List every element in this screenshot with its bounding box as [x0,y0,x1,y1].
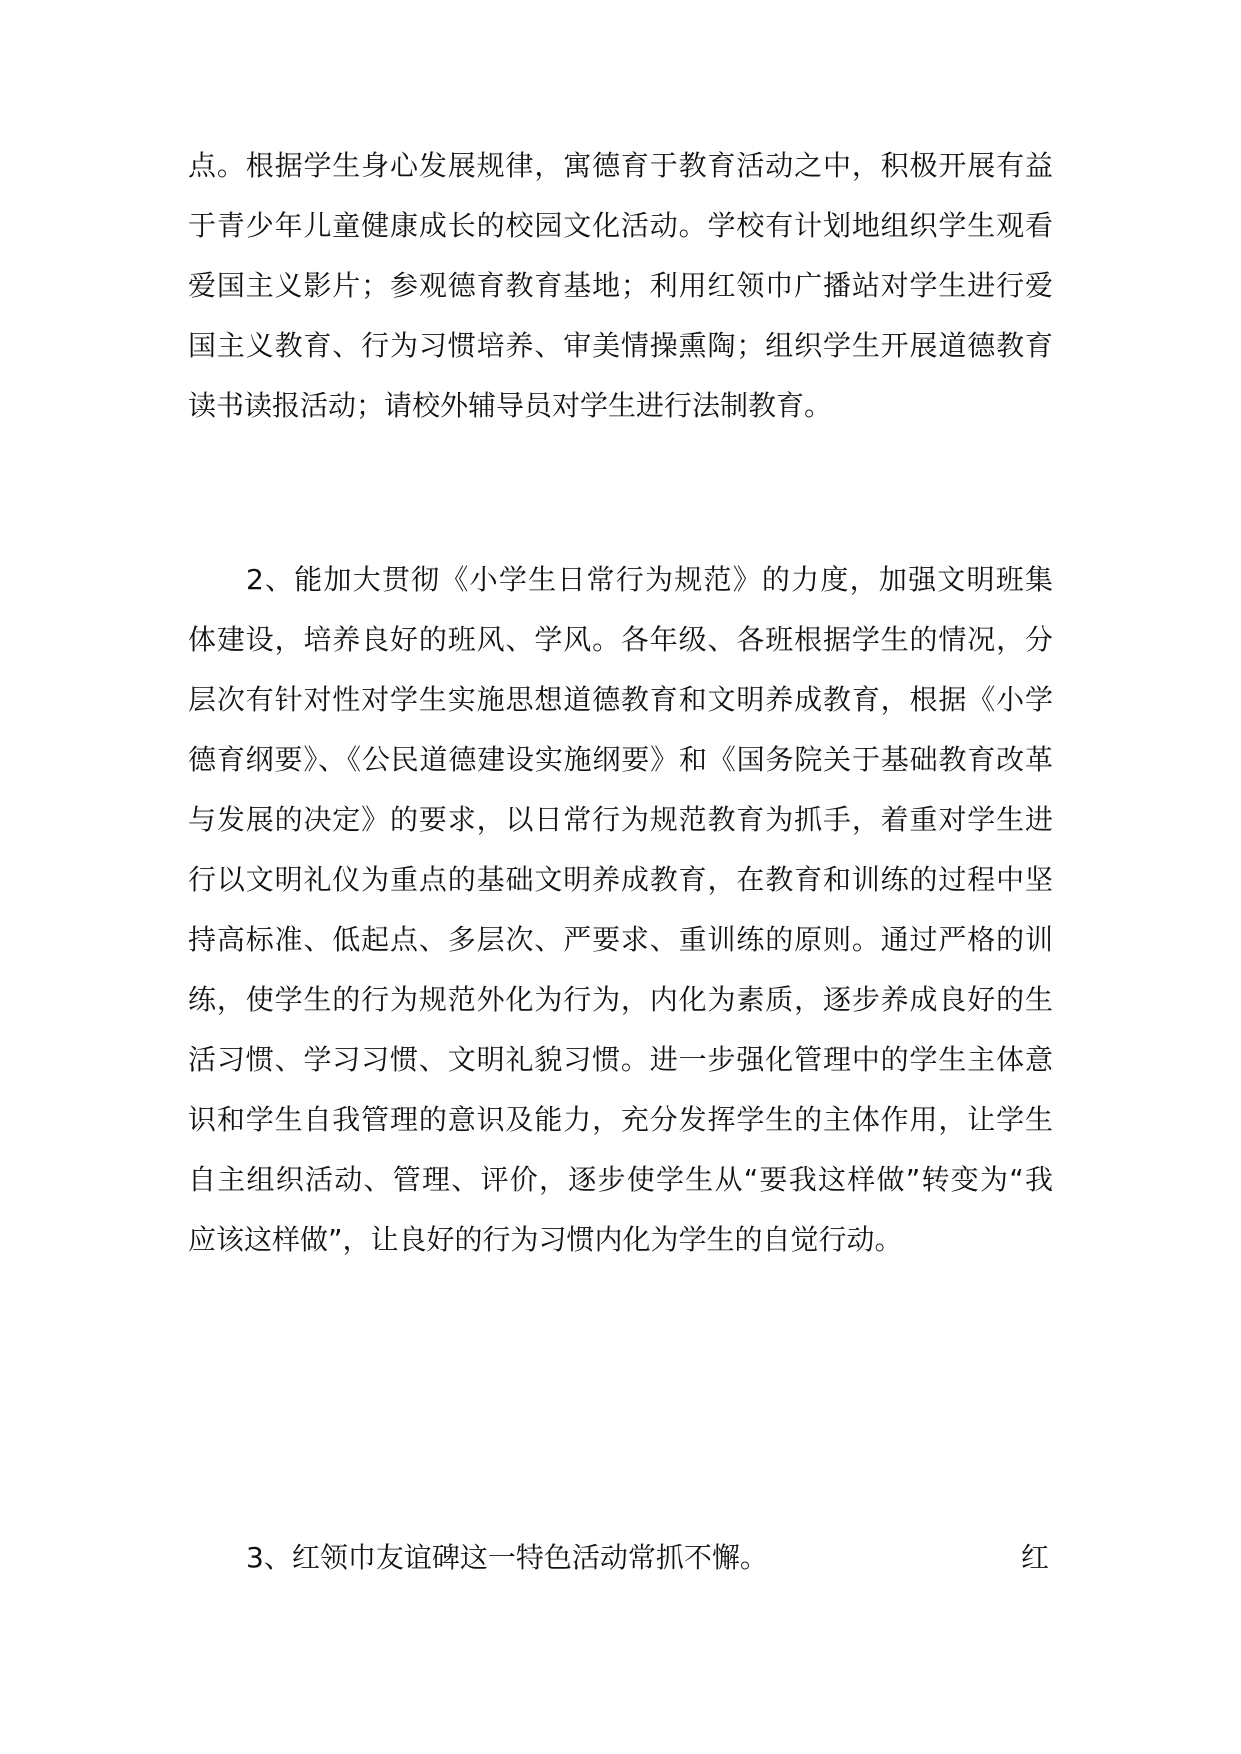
paragraph-1-line-3: 爱国主义影片；参观德育教育基地；利用红领巾广播站对学生进行爱 [188,269,1053,302]
paragraph-2-line-11: 自主组织活动、管理、评价，逐步使学生从“要我这样做”转变为“我 [188,1163,1053,1196]
paragraph-1-line-2: 于青少年儿童健康成长的校园文化活动。学校有计划地组织学生观看 [188,209,1053,242]
paragraph-1-line-5: 读书读报活动；请校外辅导员对学生进行法制教育。 [188,389,833,422]
paragraph-2-line-8: 练，使学生的行为规范外化为行为，内化为素质，逐步养成良好的生 [188,983,1053,1016]
paragraph-2-line-12: 应该这样做”，让良好的行为习惯内化为学生的自觉行动。 [188,1223,903,1256]
paragraph-1-line-1: 点。根据学生身心发展规律，寓德育于教育活动之中，积极开展有益 [188,149,1053,182]
paragraph-3-heading: 3、红领巾友谊碑这一特色活动常抓不懈。 [246,1541,768,1574]
paragraph-2-line-5: 与发展的决定》的要求，以日常行为规范教育为抓手，着重对学生进 [188,803,1053,836]
paragraph-2-line-4: 德育纲要》、《公民道德建设实施纲要》和《国务院关于基础教育改革 [188,743,1053,776]
paragraph-2-line-3: 层次有针对性对学生实施思想道德教育和文明养成教育，根据《小学 [188,683,1053,716]
paragraph-2-line-2: 体建设，培养良好的班风、学风。各年级、各班根据学生的情况，分 [188,623,1053,656]
paragraph-2-line-6: 行以文明礼仪为重点的基础文明养成教育，在教育和训练的过程中坚 [188,863,1053,896]
paragraph-2-line-1: 2、能加大贯彻《小学生日常行为规范》的力度，加强文明班集 [246,563,1053,596]
paragraph-2-line-9: 活习惯、学习习惯、文明礼貌习惯。进一步强化管理中的学生主体意 [188,1043,1053,1076]
paragraph-1-line-4: 国主义教育、行为习惯培养、审美情操熏陶；组织学生开展道德教育 [188,329,1053,362]
paragraph-2-line-10: 识和学生自我管理的意识及能力，充分发挥学生的主体作用，让学生 [188,1103,1053,1136]
paragraph-3-continuation: 红 [1021,1541,1050,1574]
paragraph-2-line-7: 持高标准、低起点、多层次、严要求、重训练的原则。通过严格的训 [188,923,1053,956]
